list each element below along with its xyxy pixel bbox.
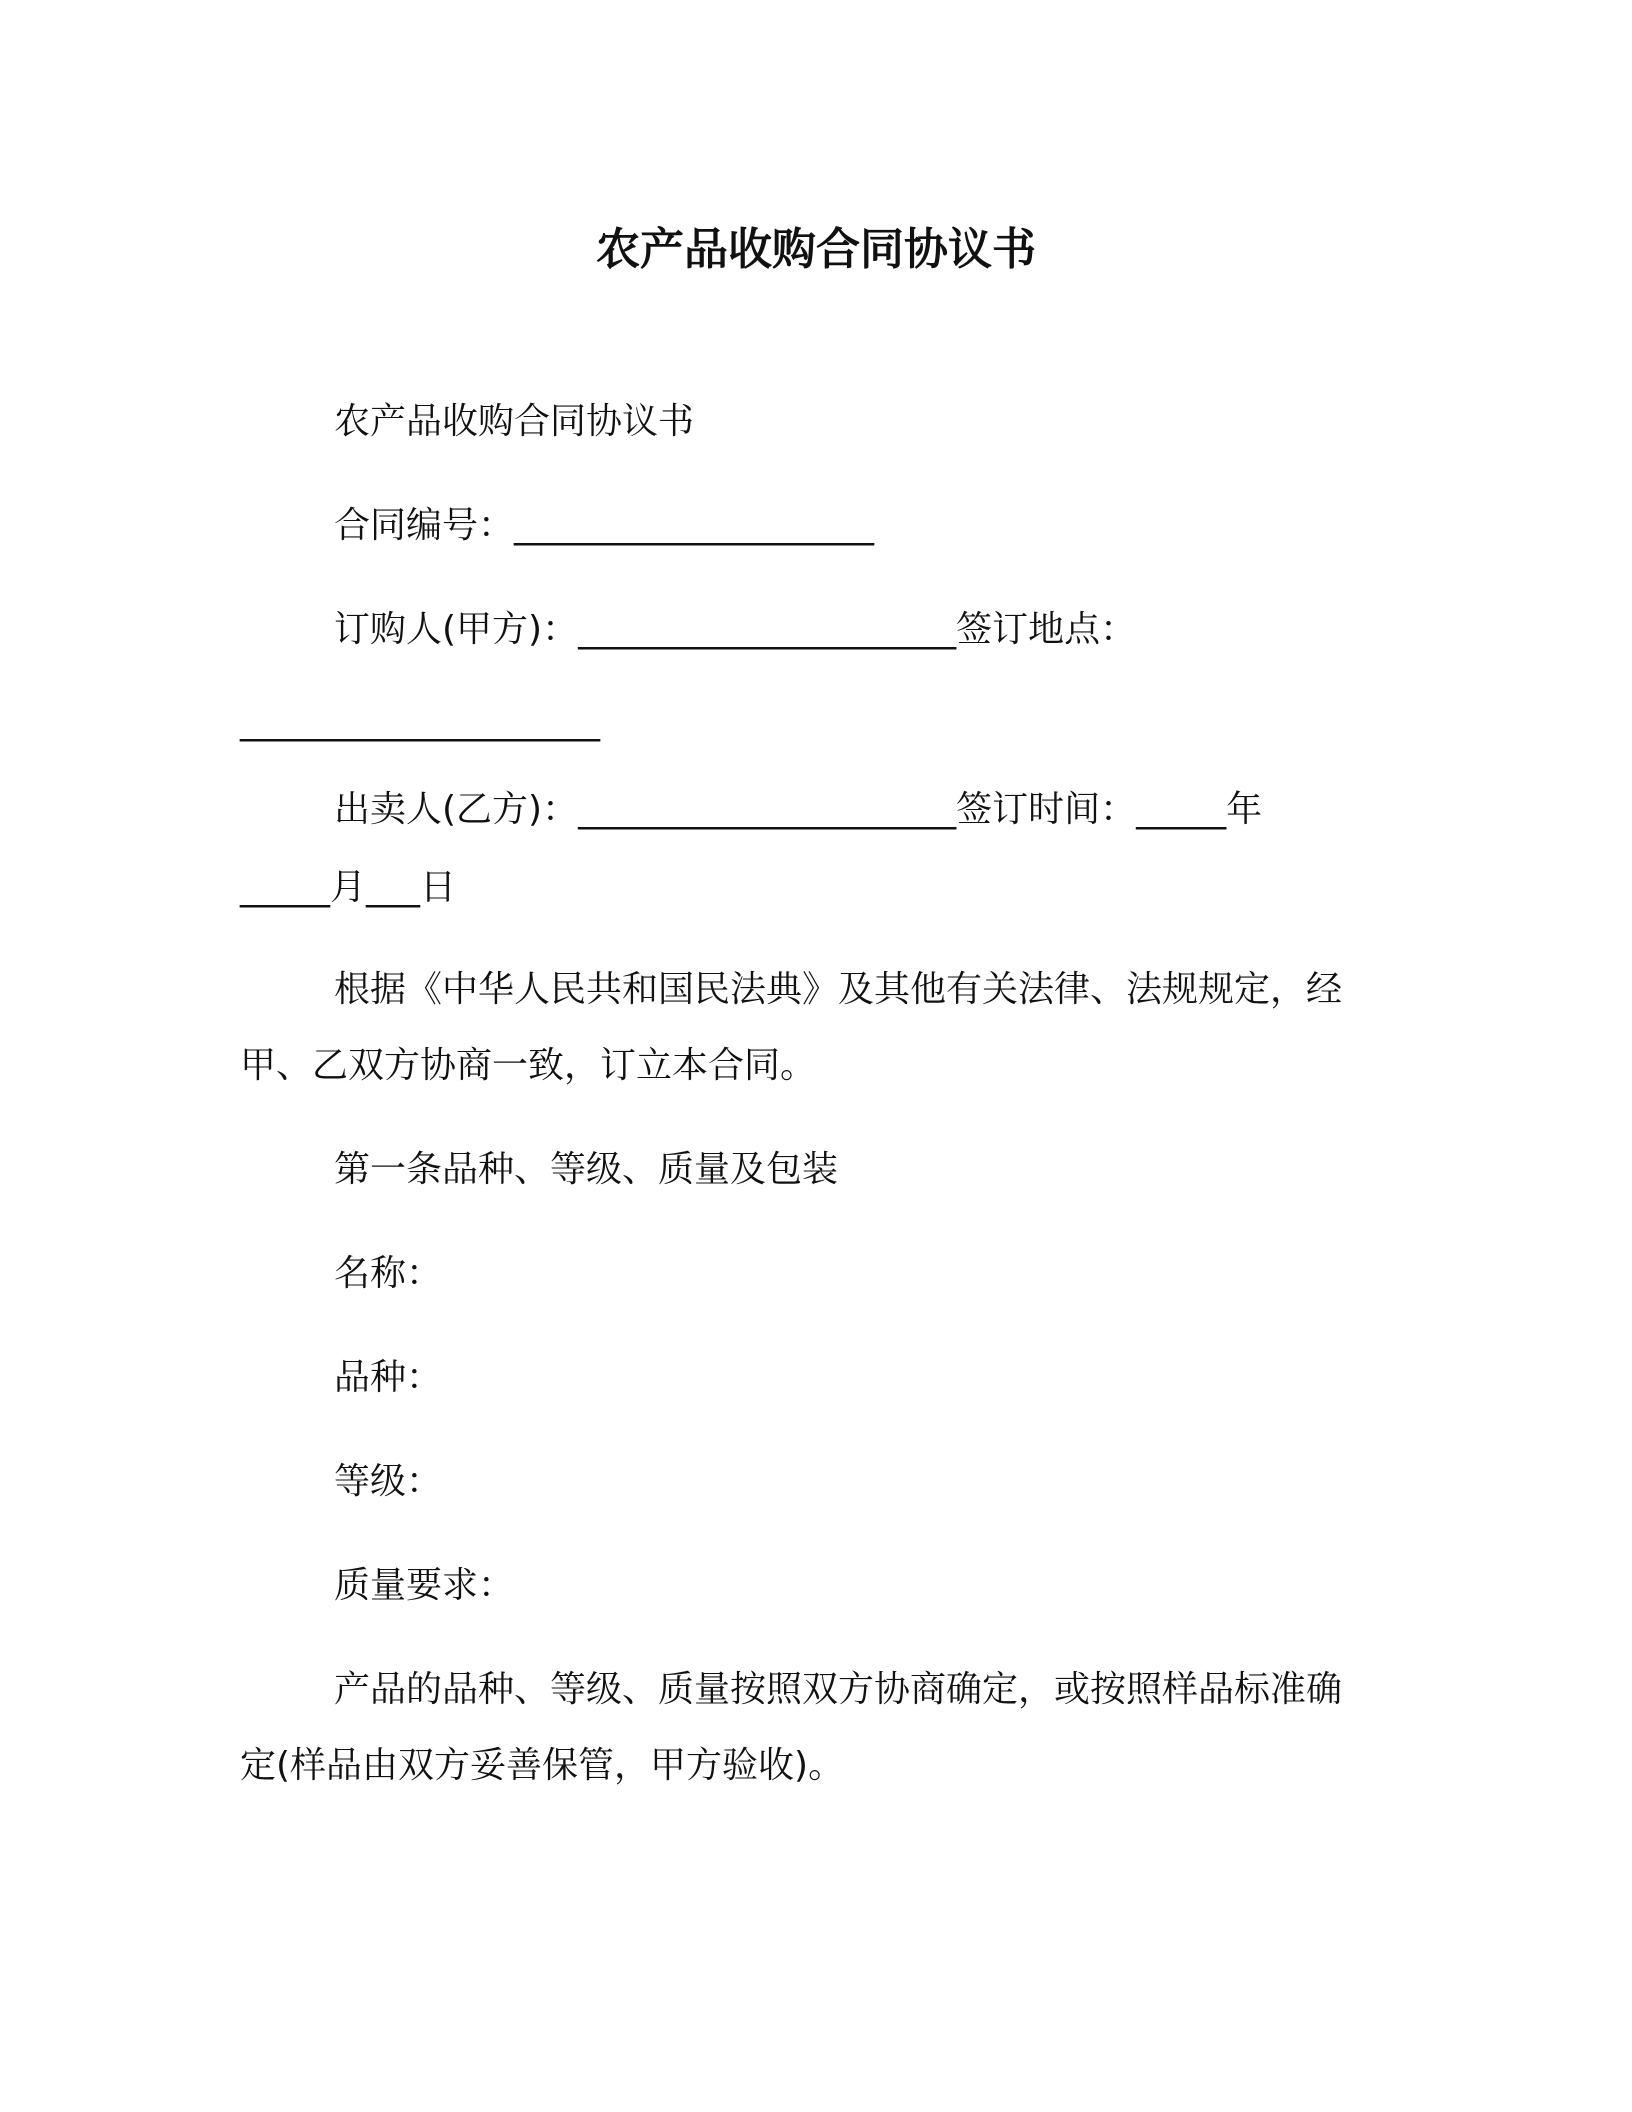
quality-clause-line-1: 产品的品种、等级、质量按照双方协商确定，或按照样品标准确	[334, 1669, 1343, 1710]
variety-field-label: 品种：	[334, 1357, 443, 1398]
seller-line: 出卖人(乙方)：_____________________签订时间：_____年	[334, 789, 1263, 830]
subtitle-line: 农产品收购合同协议书	[334, 401, 695, 442]
name-field-label: 名称：	[334, 1253, 443, 1294]
quality-requirement-label: 质量要求：	[334, 1565, 515, 1606]
article-one-heading: 第一条品种、等级、质量及包装	[334, 1149, 839, 1190]
buyer-line: 订购人(甲方)：_____________________签订地点：	[334, 609, 1137, 650]
quality-clause-line-2: 定(样品由双方妥善保管，甲方验收)。	[240, 1745, 845, 1786]
grade-field-label: 等级：	[334, 1461, 443, 1502]
signing-place-blank-line: ____________________	[240, 701, 600, 742]
preamble-line-2: 甲、乙双方协商一致，订立本合同。	[240, 1045, 817, 1086]
contract-number-line: 合同编号：____________________	[334, 505, 875, 546]
preamble-line-1: 根据《中华人民共和国民法典》及其他有关法律、法规规定，经	[334, 969, 1343, 1010]
document-title: 农产品收购合同协议书	[596, 224, 1036, 275]
signing-date-line: _____月___日	[240, 867, 457, 908]
